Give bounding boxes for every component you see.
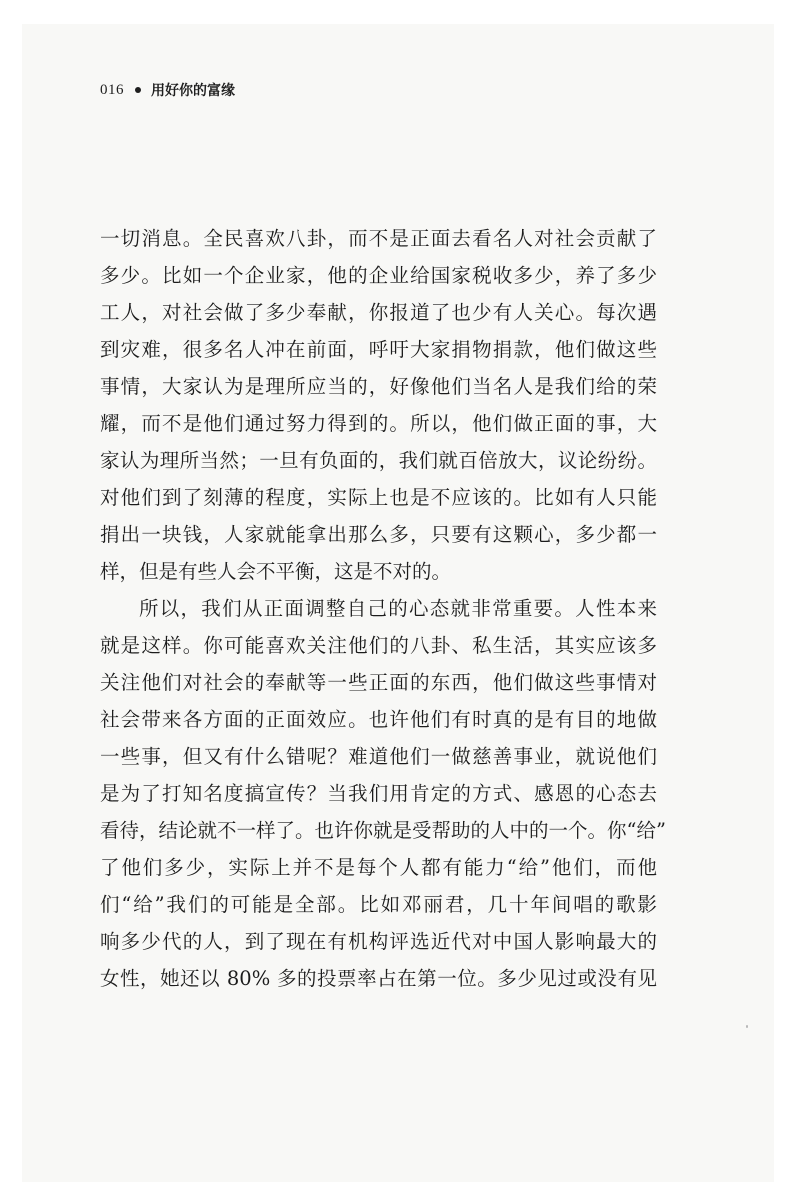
body-line: 社会带来各方面的正面效应。也许他们有时真的是有目的地做 — [100, 708, 657, 731]
body-line: 耀，而不是他们通过努力得到的。所以，他们做正面的事，大 — [100, 412, 657, 435]
scan-speck — [746, 1025, 748, 1028]
body-line: 捐出一块钱，人家就能拿出那么多，只要有这颗心，多少都一 — [100, 523, 657, 546]
body-line: 了他们多少，实际上并不是每个人都有能力“给”他们，而他 — [100, 856, 657, 879]
body-line: 所以，我们从正面调整自己的心态就非常重要。人性本来 — [139, 597, 657, 620]
body-line: 对他们到了刻薄的程度，实际上也是不应该的。比如有人只能 — [100, 486, 657, 509]
body-line: 到灾难，很多名人冲在前面，呼吁大家捐物捐款，他们做这些 — [100, 338, 657, 361]
body-line: 看待，结论就不一样了。也许你就是受帮助的人中的一个。你“给” — [100, 819, 666, 842]
page-number: 016 — [100, 81, 124, 98]
body-line: 关注他们对社会的奉献等一些正面的东西，他们做这些事情对 — [100, 671, 657, 694]
body-line: 一些事，但又有什么错呢？难道他们一做慈善事业，就说他们 — [100, 745, 657, 768]
body-line: 响多少代的人，到了现在有机构评选近代对中国人影响最大的 — [100, 930, 657, 953]
body-line: 女性，她还以 80% 多的投票率占在第一位。多少见过或没有见 — [100, 967, 657, 990]
body-line: 们“给”我们的可能是全部。比如邓丽君，几十年间唱的歌影 — [100, 893, 657, 916]
body-line: 多少。比如一个企业家，他的企业给国家税收多少，养了多少 — [100, 264, 657, 287]
bullet-separator-icon — [135, 87, 141, 93]
body-line: 家认为理所当然；一旦有负面的，我们就百倍放大，议论纷纷。 — [100, 449, 657, 472]
running-header — [100, 79, 235, 101]
body-line: 工人，对社会做了多少奉献，你报道了也少有人关心。每次遇 — [100, 301, 657, 324]
book-title: 用好你的富缘 — [151, 83, 235, 99]
body-line: 就是这样。你可能喜欢关注他们的八卦、私生活，其实应该多 — [100, 634, 657, 657]
body-line: 一切消息。全民喜欢八卦，而不是正面去看名人对社会贡献了 — [100, 227, 657, 250]
body-line: 样，但是有些人会不平衡，这是不对的。 — [100, 560, 452, 583]
body-line: 事情，大家认为是理所应当的，好像他们当名人是我们给的荣 — [100, 375, 657, 398]
body-line: 是为了打知名度搞宣传？当我们用肯定的方式、感恩的心态去 — [100, 782, 657, 805]
